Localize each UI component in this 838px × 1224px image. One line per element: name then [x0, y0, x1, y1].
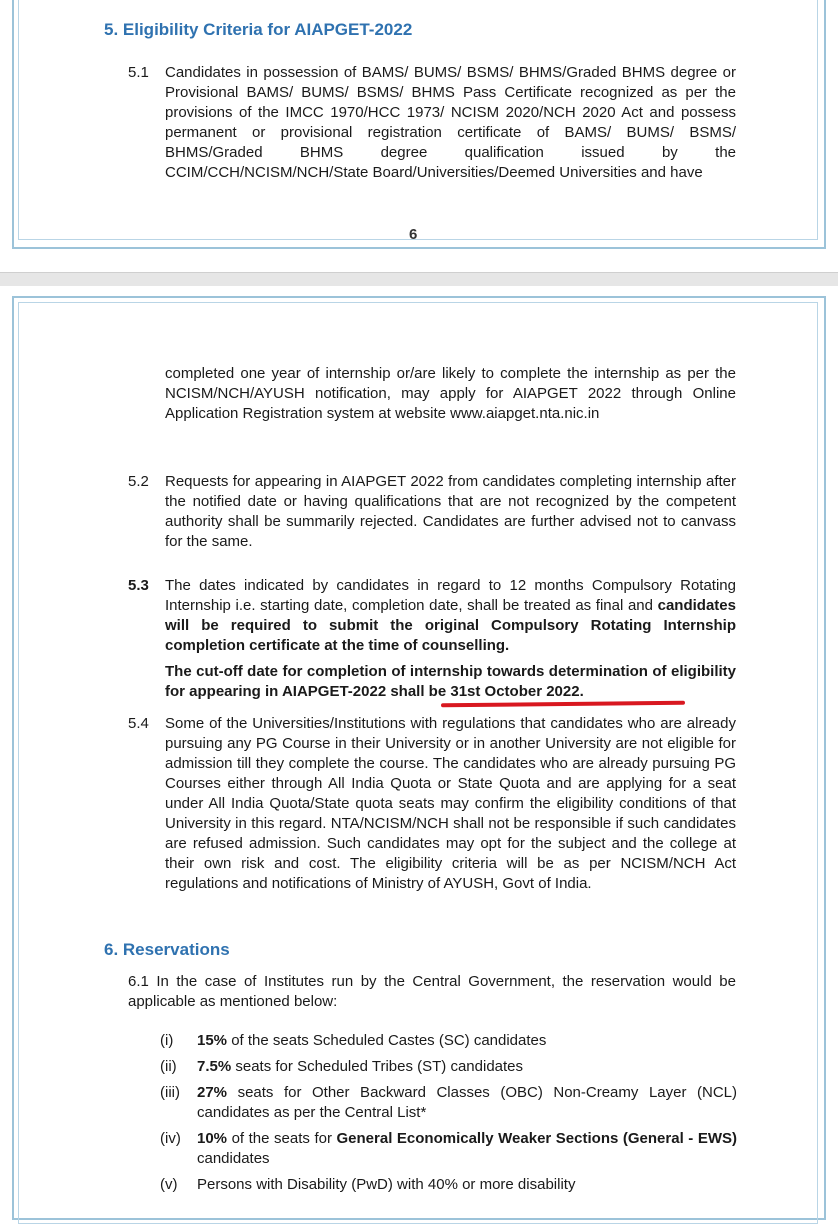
reservation-3-text: 27% seats for Other Backward Classes (OBC) Non-Creamy Layer (NCL) candidates as per the Central List* [197, 1084, 737, 1121]
document-page-6 [0, 0, 838, 272]
section-6-heading: 6. Reservations [104, 940, 230, 959]
clause-5-4-text: Some of the Universities/Institutions with regulations that candidates who are already pursuing any PG Course in their University or in another University are not eligible for admission till they complete the course. The candidates who are already pursuing PG Courses either through All India Quota or State Quota and are applying for a seat under All India Quota/State quota seats may confirm the eligibility conditions of that University in this regard. NTA/NCISM/NCH shall not be responsible if such candidates are refused admission. Such candidates may opt for the subject and the college at their own risk and cost. The eligibility criteria will be as per NCISM/NCH Act regulations and notifications of Ministry of AYUSH, Govt of India. [165, 715, 736, 892]
clause-6-1-text: 6.1 In the case of Institutes run by the Central Government, the reservation would be applicable as mentioned below: [128, 973, 736, 1010]
reservation-4-text: 10% of the seats for General Economically Weaker Sections (General - EWS) candidates [197, 1130, 737, 1167]
clause-5-4-number: 5.4 [128, 715, 149, 732]
clause-5-3-cutoff-date: The cut-off date for completion of internship towards determination of eligibility for appearing in AIAPGET-2022 shall be 31st October 2022. [165, 663, 736, 700]
clause-5-1-text: Candidates in possession of BAMS/ BUMS/ BSMS/ BHMS/Graded BHMS degree or Provisional BAMS/ BUMS/ BSMS/ BHMS Pass Certificate recognized as per the provisions of the IMCC 1970/HCC 1973/ NCISM 2020/NCH 2020 Act and possess permanent or provisional registration certificate of BAMS/ BUMS/ BSMS/ BHMS/Graded BHMS degree qualification issued by the CCIM/CCH/NCISM/NCH/State Board/Universities/Deemed Universities and have [165, 64, 736, 181]
document-page-7 [0, 286, 838, 1200]
reservation-5-number: (v) [160, 1176, 178, 1193]
reservation-3-number: (iii) [160, 1084, 180, 1101]
clause-5-1-continued: completed one year of internship or/are likely to complete the internship as per the NCISM/NCH/AYUSH notification, may apply for AIAPGET 2022 through Online Application Registration system at website www.aiapget.nta.nic.in [165, 365, 736, 422]
clause-5-3-number: 5.3 [128, 577, 149, 594]
reservation-1-text: 15% of the seats Scheduled Castes (SC) candidates [197, 1032, 547, 1049]
reservation-1-number: (i) [160, 1032, 174, 1049]
clause-5-1-number: 5.1 [128, 64, 149, 81]
clause-5-2-number: 5.2 [128, 473, 149, 490]
reservation-4-number: (iv) [160, 1130, 181, 1147]
page-number: 6 [409, 226, 418, 243]
reservation-2-text: 7.5% seats for Scheduled Tribes (ST) candidates [197, 1058, 524, 1075]
clause-5-2-text: Requests for appearing in AIAPGET 2022 from candidates completing internship after the notified date or having qualifications that are not recognized by the competent authority shall be summarily rejected. Candidates are further advised not to canvass for the same. [165, 473, 736, 550]
reservation-2-number: (ii) [160, 1058, 177, 1075]
reservation-5-text: Persons with Disability (PwD) with 40% or more disability [197, 1176, 576, 1193]
clause-5-3-text: The dates indicated by candidates in regard to 12 months Compulsory Rotating Internship i.e. starting date, completion date, shall be treated as final and candidates will be required to submit the original Compulsory Rotating Internship completion certificate at the time of counselling. [165, 577, 736, 654]
section-5-heading: 5. Eligibility Criteria for AIAPGET-2022 [104, 20, 413, 39]
